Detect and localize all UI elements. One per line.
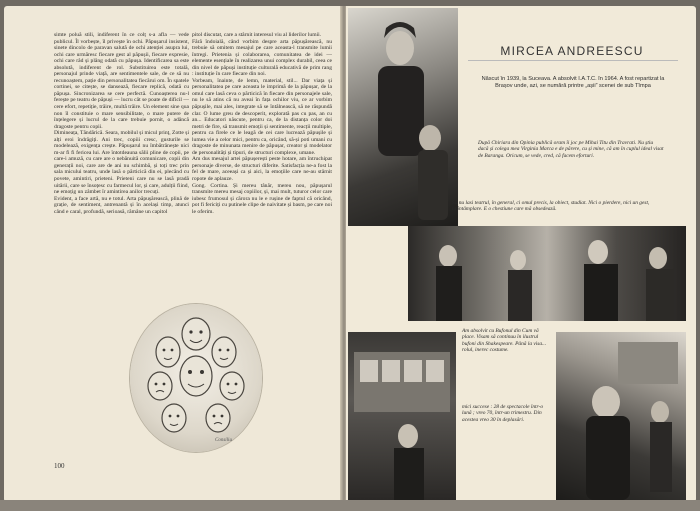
book-bottom-edge [0, 500, 700, 511]
puppet-masks-plate [130, 304, 262, 452]
bus-scene-figures [348, 332, 456, 500]
caption-bottom: mici succese : 28 de spectacole într-o lună ; vreo 70, într-un trimestru. Din acestea vreo 30 în deplasări. [462, 404, 544, 423]
actor-bio: Născut în 1939, la Suceava. A absolvit I.A.T.C. în 1964. A fost repartizat la Brașov unde, azi, se numără printre „așii” scenei de sub Tîmpa [481, 76, 665, 89]
text-column-2: pitol discutat, care a stârnit interesul viu al liderilor lumii. Fără îndoială, când vorbim despre arta păpușărească, nu trebuie să omitem mesajul pe care aceasta-l transmite lumii întregi. Prietenia și colaborarea, comunitatea de idei — elemente esențiale în realizarea unui complex durabil, ceea ce din nivel de păpuși instituție culturală educativă de prim rang : instituție în care fiecare din noi. Vorbeam, înainte, de lemn, material, stil... Dar viața și personalitatea pe care aceasta le imprimă de la păpușar, de la omul care lasă ceva o părticică în fiecare din personajele sale, nu le să atins că nu aveai în fața ochilor viu, ce ar vorbim păpușile, mai ales, integrate să se întâlnească, să ne răspundă clar. O lume greu de descoperit, explorată pas cu pas, an cu an... Educatori născute, pentru ca, de la distanța color doi metri de fire, să transmit emoții și sentimente, reacții multiple, pentru ca firele ce le leagă de cei care lucrează păpușile și lumea vie a celor mici, pentru ca, oricând, să-și poti umani cu dragoste de minunata menire de păpușar, creator și modelator de personalități și tipuri, de structuri complexe, umane. Am dus mesajul artei păpușerești peste hotare, am întruchipat personaje diverse, de structuri diferite. Satisfacția ne-a fost la fel de mare, aceeași ca și aici, la emoțiile care ne-au stârnit ropote de aplauze. Gong. Cortina. Și mereu tânăr, mereu nou, păpușarul transmite mereu mesaj copiilor, și, mai mult, tuturor celor care iubesc frumosul și cărora nu le e rușine de faptul că oricând, pot fi fericiți cu putinele clipe de naivitate și basm, pe care noi le oferim. [192, 32, 332, 215]
puppet-masks-drawing [130, 304, 262, 452]
caption-left: Am absolvit cu Bufonul din Cum vă place. Visam să continuu în ilustrul bufoni din Shakespeare. Până la visa... rolul, inerec costume. [462, 328, 547, 354]
portrait-photo-actor [348, 8, 458, 226]
bufon-costume-figures [556, 332, 686, 500]
portrait-photo-figures [348, 8, 458, 226]
text-column-1: simte poluă stili, indiferent în ce colț s-a afla — vede publicul. Îl vorbește, îl privește în ochi. Păpușarul insistent, sinete dincolo de paravan salută de ochi atenției asupra lui, ochi care urmăresc fiecare gest al păpușii, fiecare expresie, ochi care râd și plâng odată cu păpușa. Identificarea sa este absolută, indiferent de rol. Substituirea este totală, personajul prinde viață, are sentimentele sale, de ce să nu recunoaștem, pație din personalitatea fiecărui om. În spatele cortinei, se citește, se dansează, fiecare replică, odată cu păpușa. Sincronizarea se cere perfectă. Cunoașterea nu-l ferește pe teatru de păpuși — lucru cât se poate de dificil — cere efort, repetiție, trăire, multă trăire. Un element sine qua non îl constituie o mare sensibilitate, o mare putere de înțelegere și lucrul de la care trebuie pornit, o adâncă dragoste pentru copii. Dimineața, Tăndărică. Seara, mobilul și micul prinț, Zotte și alți eroi îndrăgiți. Ani trec, copiii cresc, gusturile se modelează, exigența crește. Păpușarul nu îmbătrânește nici m-ar fi fi fericea lui. Are întotdeauna sălii pline de copii, pe care-i amuză, cu care are o nebănuită comunicare, copii din generații noi, care are de ani nu schimbă, și toți trec prin sala micului teatru, unde lasă o părticică din ei, plecând cu povete, amintiri, prieteni. Prieteni care nu se lasă pradă uitării, care se însoțesc cu farmecul lor, și care, adulții fiind, ne emoțig un zâmbet îr amintirea anilor trecuți. Evident, a face artă, nu e totul. Arta păpușărească, plină de grație, de sentiment, antrenantă și în același timp, atunci când e caral, profundă, serioasă, rămâne un capitol [54, 32, 189, 215]
bus-scene-photo [348, 332, 456, 500]
caption-top: După Chiriara din Opinia publică oram îi joc pe Mihai Titu din Travrati. Nu știu dacă și colega mea Virginia Marca e de părere, cu și mine, că am în cuplul ideal visat de Baranga. Oricum, se vede, cred, că facem eforturi. [478, 140, 664, 159]
heading-rule [468, 60, 678, 61]
plate-signature: Consiliu [215, 438, 232, 443]
bufon-costume-photo [556, 332, 686, 500]
group-scene-photo [408, 226, 686, 321]
left-page [4, 6, 344, 502]
page-number: 100 [54, 462, 65, 470]
group-scene-figures [408, 226, 686, 321]
actor-name-heading: MIRCEA ANDREESCU [500, 44, 644, 58]
caption-mid: Să nu lasi teatrul, în general, ci omul precis, la obiect, studiat. Nici o pierdere, nici un gest, la întâmplare. E o chestiune care mă obsedează. [452, 200, 650, 213]
